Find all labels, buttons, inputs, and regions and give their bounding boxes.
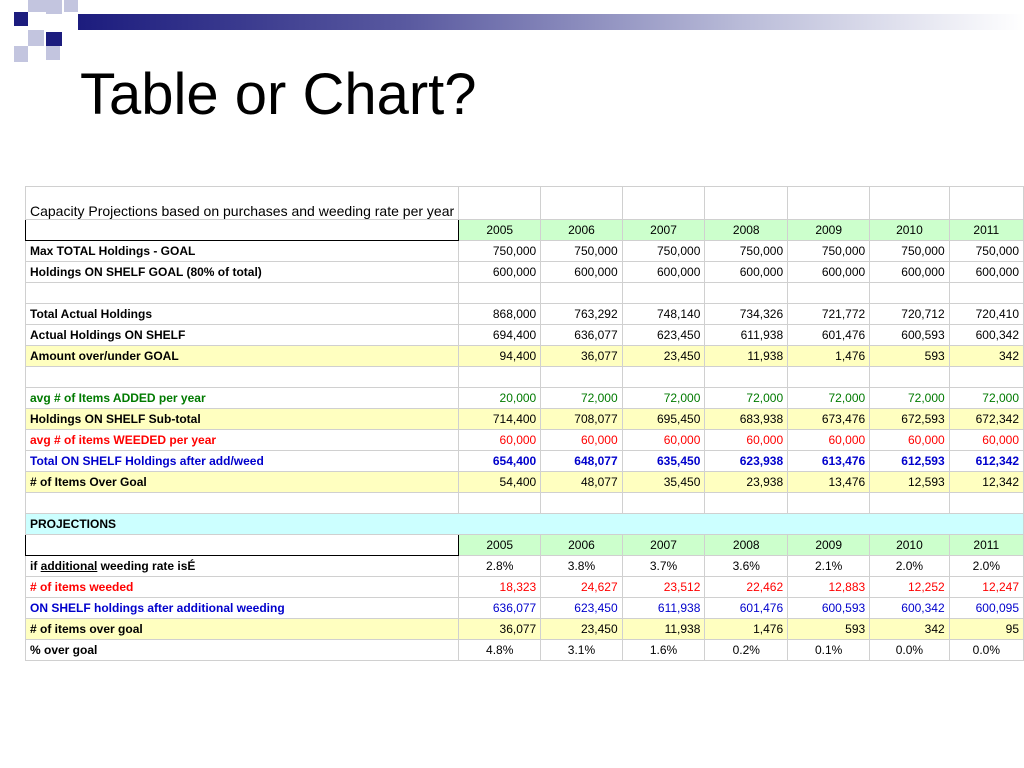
- empty-cell: [26, 283, 459, 304]
- cell-value: 673,476: [788, 409, 870, 430]
- row-label: # of Items Over Goal: [26, 472, 459, 493]
- cell-value: 0.1%: [788, 640, 870, 661]
- year-header-row: [26, 220, 1024, 241]
- cell-value: 18,323: [459, 577, 541, 598]
- empty-cell: [622, 367, 705, 388]
- cell-value: 60,000: [788, 430, 870, 451]
- empty-cell: [705, 283, 788, 304]
- cell-value: 750,000: [459, 241, 541, 262]
- cell-value: 593: [870, 346, 949, 367]
- header-gradient-bar: [78, 14, 1024, 30]
- cell-value: 623,450: [541, 598, 622, 619]
- row-label: Total Actual Holdings: [26, 304, 459, 325]
- cell-value: 60,000: [705, 430, 788, 451]
- year-header: 2008: [705, 220, 788, 241]
- cell-value: 36,077: [459, 619, 541, 640]
- corner-square-light: [28, 30, 44, 46]
- cell-value: 1,476: [705, 619, 788, 640]
- empty-cell: [949, 187, 1023, 220]
- cell-value: 708,077: [541, 409, 622, 430]
- table-row: [26, 598, 1024, 619]
- corner-square-dark: [14, 12, 28, 26]
- projections-row: [26, 514, 1024, 535]
- cell-value: 750,000: [788, 241, 870, 262]
- corner-square-light: [14, 46, 28, 62]
- cell-value: 23,450: [541, 619, 622, 640]
- empty-cell: [705, 187, 788, 220]
- year-header: 2010: [870, 535, 949, 556]
- empty-cell: [541, 493, 622, 514]
- cell-value: 600,593: [870, 325, 949, 346]
- cell-value: 24,627: [541, 577, 622, 598]
- cell-value: 3.1%: [541, 640, 622, 661]
- cell-value: 636,077: [541, 325, 622, 346]
- cell-value: 72,000: [949, 388, 1023, 409]
- cell-value: 23,512: [622, 577, 705, 598]
- cell-value: 750,000: [622, 241, 705, 262]
- cell-value: 12,247: [949, 577, 1023, 598]
- cell-value: 60,000: [622, 430, 705, 451]
- cell-value: 1,476: [788, 346, 870, 367]
- spacer-row: [26, 367, 1024, 388]
- table-row: [26, 472, 1024, 493]
- corner-square-light: [46, 46, 60, 60]
- year-header: 2007: [622, 535, 705, 556]
- empty-cell: [705, 493, 788, 514]
- cell-value: 600,000: [870, 262, 949, 283]
- empty-cell: [705, 367, 788, 388]
- year-header: 2011: [949, 220, 1023, 241]
- cell-value: 623,450: [622, 325, 705, 346]
- row-label: avg # of items WEEDED per year: [26, 430, 459, 451]
- cell-value: 72,000: [788, 388, 870, 409]
- cell-value: 12,883: [788, 577, 870, 598]
- cell-value: 20,000: [459, 388, 541, 409]
- table-caption: Capacity Projections based on purchases and weeding rate per year: [26, 187, 459, 220]
- cell-value: 750,000: [705, 241, 788, 262]
- empty-cell: [622, 493, 705, 514]
- cell-value: 3.8%: [541, 556, 622, 577]
- cell-value: 868,000: [459, 304, 541, 325]
- cell-value: 750,000: [870, 241, 949, 262]
- cell-value: 3.6%: [705, 556, 788, 577]
- table-row: [26, 325, 1024, 346]
- empty-cell: [541, 283, 622, 304]
- cell-value: 60,000: [459, 430, 541, 451]
- cell-value: 60,000: [949, 430, 1023, 451]
- row-label: Actual Holdings ON SHELF: [26, 325, 459, 346]
- cell-value: 600,000: [459, 262, 541, 283]
- empty-cell: [622, 187, 705, 220]
- cell-value: 12,252: [870, 577, 949, 598]
- table-row: [26, 640, 1024, 661]
- table-row: [26, 409, 1024, 430]
- cell-value: 750,000: [949, 241, 1023, 262]
- cell-value: 72,000: [705, 388, 788, 409]
- cell-value: 721,772: [788, 304, 870, 325]
- cell-value: 748,140: [622, 304, 705, 325]
- row-label: Holdings ON SHELF GOAL (80% of total): [26, 262, 459, 283]
- empty-cell: [870, 367, 949, 388]
- cell-value: 11,938: [705, 346, 788, 367]
- cell-value: 734,326: [705, 304, 788, 325]
- cell-value: 601,476: [788, 325, 870, 346]
- cell-value: 600,342: [870, 598, 949, 619]
- cell-value: 611,938: [622, 598, 705, 619]
- cell-value: 12,593: [870, 472, 949, 493]
- row-label: avg # of Items ADDED per year: [26, 388, 459, 409]
- cell-value: 613,476: [788, 451, 870, 472]
- empty-cell: [541, 367, 622, 388]
- projections-label: PROJECTIONS: [26, 514, 1024, 535]
- row-label: Max TOTAL Holdings - GOAL: [26, 241, 459, 262]
- cell-value: 654,400: [459, 451, 541, 472]
- empty-cell: [949, 283, 1023, 304]
- table-row: [26, 241, 1024, 262]
- cell-value: 94,400: [459, 346, 541, 367]
- empty-cell: [541, 187, 622, 220]
- corner-square-light: [46, 0, 62, 14]
- cell-value: 4.8%: [459, 640, 541, 661]
- empty-cell: [870, 493, 949, 514]
- cell-value: 60,000: [541, 430, 622, 451]
- year-header: 2009: [788, 535, 870, 556]
- row-label: Amount over/under GOAL: [26, 346, 459, 367]
- cell-value: 23,938: [705, 472, 788, 493]
- cell-value: 720,712: [870, 304, 949, 325]
- cell-value: 714,400: [459, 409, 541, 430]
- cell-value: 600,095: [949, 598, 1023, 619]
- empty-cell: [26, 535, 459, 556]
- year-header: 2007: [622, 220, 705, 241]
- empty-cell: [788, 187, 870, 220]
- cell-value: 600,342: [949, 325, 1023, 346]
- cell-value: 35,450: [622, 472, 705, 493]
- cell-value: 36,077: [541, 346, 622, 367]
- year-header: 2006: [541, 535, 622, 556]
- empty-cell: [459, 367, 541, 388]
- empty-cell: [788, 493, 870, 514]
- cell-value: 2.0%: [870, 556, 949, 577]
- table-row: [26, 556, 1024, 577]
- cell-value: 600,000: [622, 262, 705, 283]
- cell-value: 22,462: [705, 577, 788, 598]
- spacer-row: [26, 283, 1024, 304]
- cell-value: 600,593: [788, 598, 870, 619]
- cell-value: 600,000: [788, 262, 870, 283]
- cell-value: 600,000: [541, 262, 622, 283]
- row-label: Total ON SHELF Holdings after add/weed: [26, 451, 459, 472]
- empty-cell: [26, 493, 459, 514]
- cell-value: 342: [870, 619, 949, 640]
- cell-value: 13,476: [788, 472, 870, 493]
- cell-value: 600,000: [949, 262, 1023, 283]
- cell-value: 593: [788, 619, 870, 640]
- corner-square-light: [28, 0, 46, 12]
- cell-value: 95: [949, 619, 1023, 640]
- empty-cell: [26, 367, 459, 388]
- cell-value: 611,938: [705, 325, 788, 346]
- cell-value: 11,938: [622, 619, 705, 640]
- table-row: [26, 346, 1024, 367]
- cell-value: 636,077: [459, 598, 541, 619]
- row-label: # of items weeded: [26, 577, 459, 598]
- cell-value: 2.1%: [788, 556, 870, 577]
- cell-value: 623,938: [705, 451, 788, 472]
- cell-value: 600,000: [705, 262, 788, 283]
- corner-square-dark: [46, 32, 62, 46]
- caption-row: [26, 187, 1024, 220]
- cell-value: 54,400: [459, 472, 541, 493]
- cell-value: 0.2%: [705, 640, 788, 661]
- capacity-table: [25, 186, 1024, 661]
- empty-cell: [949, 367, 1023, 388]
- row-label: ON SHELF holdings after additional weeding: [26, 598, 459, 619]
- year-header: 2005: [459, 220, 541, 241]
- cell-value: 695,450: [622, 409, 705, 430]
- row-label: # of items over goal: [26, 619, 459, 640]
- cell-value: 72,000: [541, 388, 622, 409]
- year-header: 2008: [705, 535, 788, 556]
- year-header: 2005: [459, 535, 541, 556]
- empty-cell: [788, 367, 870, 388]
- cell-value: 3.7%: [622, 556, 705, 577]
- table-row: [26, 577, 1024, 598]
- cell-value: 23,450: [622, 346, 705, 367]
- empty-cell: [26, 220, 459, 241]
- cell-value: 672,342: [949, 409, 1023, 430]
- empty-cell: [870, 187, 949, 220]
- row-label: Holdings ON SHELF Sub-total: [26, 409, 459, 430]
- cell-value: 0.0%: [870, 640, 949, 661]
- cell-value: 648,077: [541, 451, 622, 472]
- table-row: [26, 430, 1024, 451]
- empty-cell: [459, 187, 541, 220]
- table-row: [26, 619, 1024, 640]
- cell-value: 72,000: [622, 388, 705, 409]
- table-row: [26, 451, 1024, 472]
- cell-value: 694,400: [459, 325, 541, 346]
- empty-cell: [459, 493, 541, 514]
- cell-value: 342: [949, 346, 1023, 367]
- table-row: [26, 388, 1024, 409]
- spacer-row: [26, 493, 1024, 514]
- cell-value: 60,000: [870, 430, 949, 451]
- cell-value: 2.8%: [459, 556, 541, 577]
- year-header: 2006: [541, 220, 622, 241]
- empty-cell: [622, 283, 705, 304]
- empty-cell: [459, 283, 541, 304]
- corner-square-light: [64, 0, 78, 12]
- cell-value: 2.0%: [949, 556, 1023, 577]
- cell-value: 0.0%: [949, 640, 1023, 661]
- cell-value: 1.6%: [622, 640, 705, 661]
- cell-value: 72,000: [870, 388, 949, 409]
- cell-value: 672,593: [870, 409, 949, 430]
- cell-value: 750,000: [541, 241, 622, 262]
- empty-cell: [870, 283, 949, 304]
- year-header: 2011: [949, 535, 1023, 556]
- table-row: [26, 262, 1024, 283]
- cell-value: 763,292: [541, 304, 622, 325]
- row-label: % over goal: [26, 640, 459, 661]
- cell-value: 635,450: [622, 451, 705, 472]
- cell-value: 612,342: [949, 451, 1023, 472]
- year-header: 2010: [870, 220, 949, 241]
- slide-title: Table or Chart?: [80, 62, 477, 127]
- cell-value: 612,593: [870, 451, 949, 472]
- row-label: if additional weeding rate isÉ: [26, 556, 459, 577]
- cell-value: 601,476: [705, 598, 788, 619]
- cell-value: 720,410: [949, 304, 1023, 325]
- empty-cell: [949, 493, 1023, 514]
- cell-value: 12,342: [949, 472, 1023, 493]
- year-header: 2009: [788, 220, 870, 241]
- table-row: [26, 304, 1024, 325]
- cell-value: 48,077: [541, 472, 622, 493]
- empty-cell: [788, 283, 870, 304]
- cell-value: 683,938: [705, 409, 788, 430]
- underlined-word: additional: [40, 559, 98, 573]
- proj-year-header-row: [26, 535, 1024, 556]
